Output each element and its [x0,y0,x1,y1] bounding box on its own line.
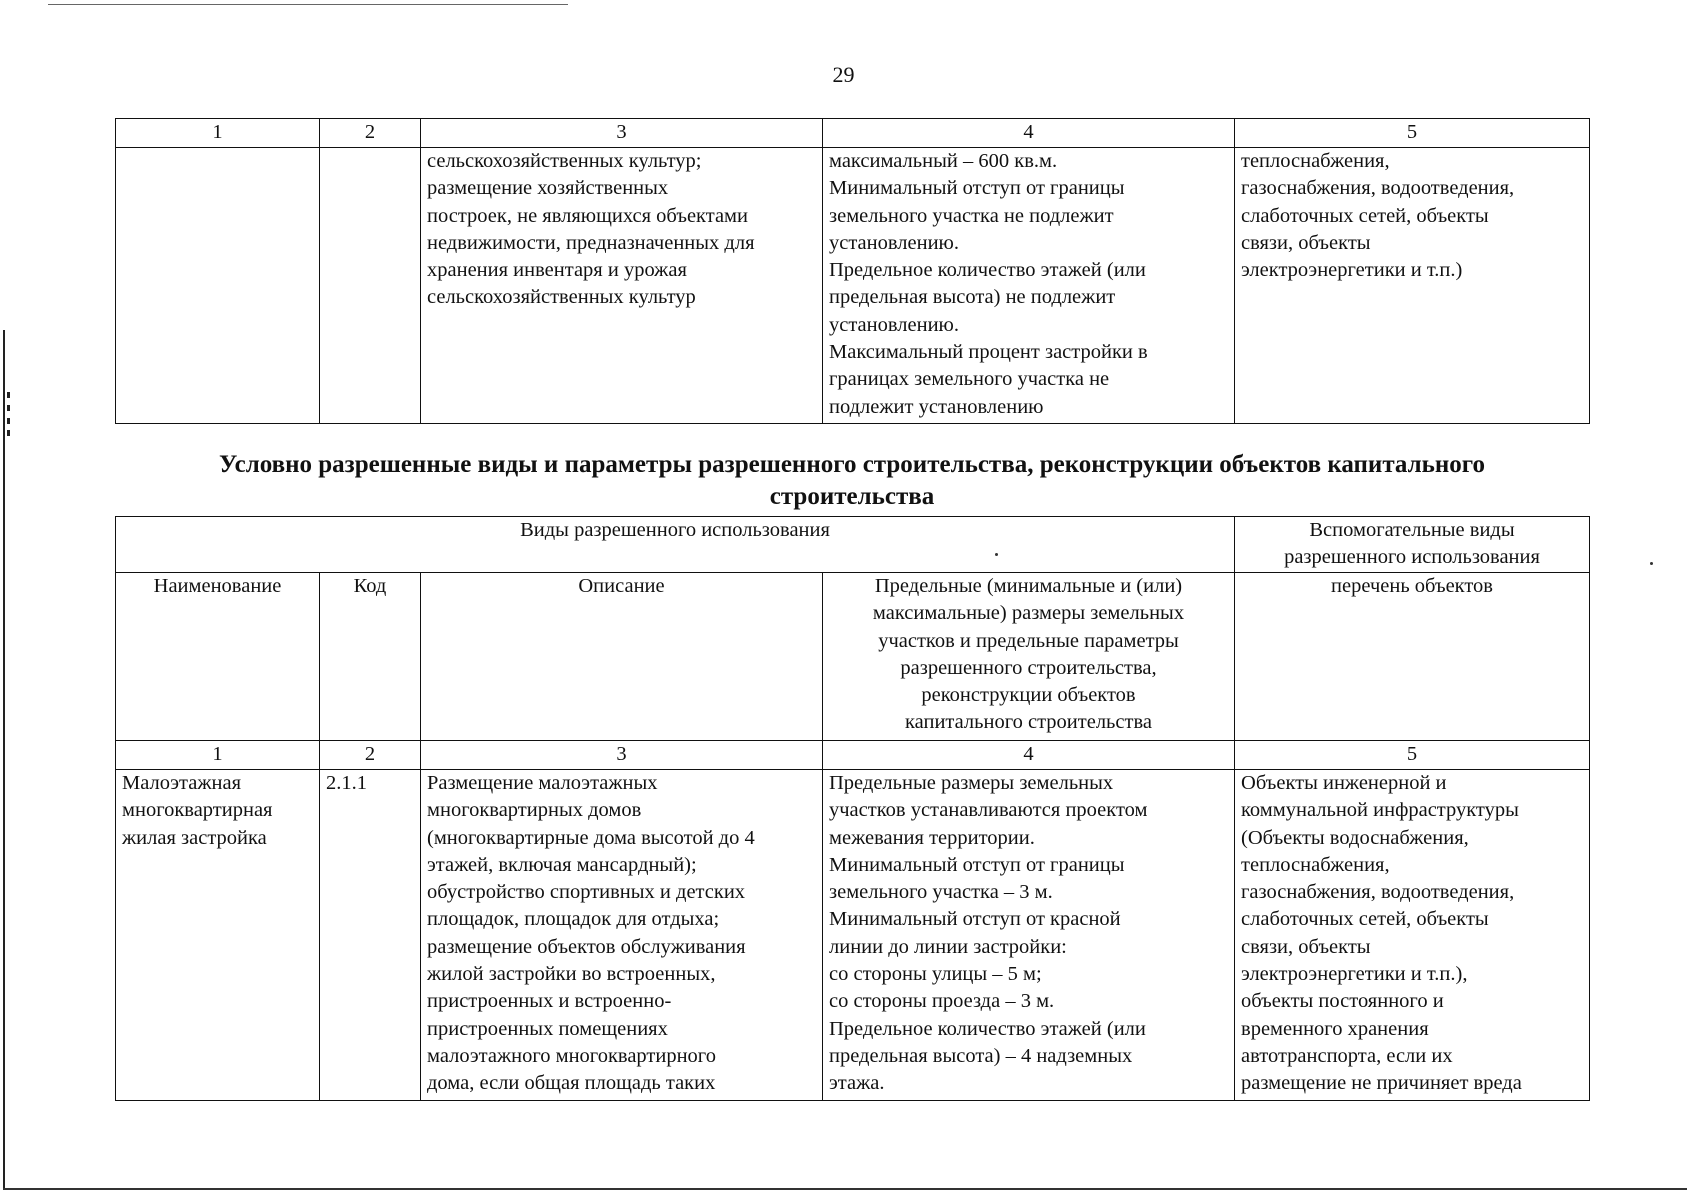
scan-mark [7,405,10,411]
cell-line: со стороны проезда – 3 м. [829,990,1055,1013]
cell-line: установлению. [829,313,959,336]
cell-line: построек, не являющихся объектами [427,204,748,227]
name-cell [116,148,320,424]
column-number-row [116,741,1590,770]
cell-line: линии до линии застройки: [829,935,1067,958]
cell-line: многоквартирных домов [427,799,642,822]
cell-line: Максимальный процент застройки в [829,341,1148,364]
cell-line: коммунальной инфраструктуры [1241,799,1519,822]
objects-cell [1235,148,1590,424]
cell-line: автотранспорта, если их [1241,1044,1453,1067]
column-number: 2 [320,119,421,148]
cell-line: участков и предельные параметры [878,629,1179,652]
cell-line: Минимальный отступ от границы [829,177,1125,200]
cell-line: газоснабжения, водоотведения, [1241,881,1515,904]
cell-line: площадок, площадок для отдыха; [427,908,720,931]
cell-line: предельная высота) не подлежит [829,286,1116,309]
cell-line: Минимальный отступ от границы [829,853,1125,876]
cell-line: слаботочных сетей, объекты [1241,908,1489,931]
cell-line: этажа. [829,1072,885,1095]
cell-line: максимальный – 600 кв.м. [829,150,1058,172]
cell-line: связи, объекты [1241,935,1371,958]
cell-line: жилая застройка [122,826,267,849]
cell-line: недвижимости, предназначенных для [427,231,755,254]
cell-line: дома, если общая площадь таких [427,1072,716,1095]
column-number: 3 [421,119,823,148]
cell-line: сельскохозяйственных культур; [427,150,702,172]
column-number: 5 [1235,741,1590,770]
cell-line: обустройство спортивных и детских [427,881,746,904]
cell-line: размещение хозяйственных [427,177,669,200]
cell-line: малоэтажного многоквартирного [427,1044,716,1067]
group-header-permitted-uses: Виды разрешенного использования [116,517,1235,573]
heading-line: Условно разрешенные виды и параметры разрешенного строительства, реконструкции объектов капитального [218,451,1486,478]
header-limits [823,573,1235,741]
cell-line: сельскохозяйственных культур [427,286,696,309]
cell-line: Малоэтажная [122,772,242,794]
cell-line: максимальные) размеры земельных [872,602,1185,625]
cell-line: электроэнергетики и т.п.) [1241,259,1463,282]
cell-line: Объекты инженерной и [1241,772,1447,794]
cell-line: (многоквартирные дома высотой до 4 [427,826,755,849]
cell-line: пристроенных и встроенно- [427,990,672,1013]
column-header-row [116,573,1590,741]
cell-line: капитального строительства [905,711,1152,734]
cell-line: разрешенного использования [1284,546,1540,569]
cell-line: слаботочных сетей, объекты [1241,204,1489,227]
cell-line: межевания территории. [829,826,1035,849]
cell-line: Предельные (минимальные и (или) [874,575,1183,597]
column-number: 2 [320,741,421,770]
limits-cell [823,148,1235,424]
cell-line: жилой застройки во встроенных, [427,963,716,986]
cell-line: установлению. [829,231,959,254]
column-number: 1 [116,741,320,770]
cell-line: предельная высота) – 4 надземных [829,1044,1133,1067]
cell-line: подлежит установлению [829,395,1044,418]
cell-line: электроэнергетики и т.п.), [1241,963,1468,986]
header-code: Код [320,573,421,741]
column-number-row [116,119,1590,148]
cell-line: хранения инвентаря и урожая [427,259,687,282]
cell-line: многоквартирная [122,799,273,822]
cell-line: Предельное количество этажей (или [829,259,1146,282]
name-cell [116,770,320,1101]
cell-line: газоснабжения, водоотведения, [1241,177,1515,200]
cell-line: границах земельного участка не [829,368,1110,391]
cell-line: участков устанавливаются проектом [829,799,1148,822]
scan-mark [7,392,10,398]
heading-line: строительства [769,483,935,510]
limits-cell [823,770,1235,1101]
cell-line: Размещение малоэтажных [427,772,658,794]
scan-speck [995,553,998,556]
cell-line: этажей, включая мансардный); [427,853,697,876]
header-objects: перечень объектов [1235,573,1590,741]
cell-line: Вспомогательные виды [1309,519,1515,541]
column-number: 4 [823,741,1235,770]
cell-line: размещение не причиняет вреда [1241,1072,1522,1095]
cell-line: реконструкции объектов [921,684,1136,707]
cell-line: теплоснабжения, [1241,853,1390,876]
cell-line: объекты постоянного и [1241,990,1444,1013]
cell-line: земельного участка не подлежит [829,204,1114,227]
scan-mark [7,418,10,424]
section-heading [115,449,1589,513]
scan-bottom-border [3,1188,1687,1190]
cell-line: со стороны улицы – 5 м; [829,963,1042,986]
scan-mark [7,430,10,436]
continued-table [115,118,1590,424]
objects-cell [1235,770,1590,1101]
code-cell: 2.1.1 [320,770,421,1101]
cell-line: Предельные размеры земельных [829,772,1114,794]
cell-line: временного хранения [1241,1017,1429,1040]
table-row [116,148,1590,424]
column-number: 4 [823,119,1235,148]
cell-line: (Объекты водоснабжения, [1241,826,1469,849]
conditional-uses-table [115,516,1590,1101]
cell-line: разрешенного строительства, [900,656,1157,679]
cell-line: Минимальный отступ от красной [829,908,1121,931]
column-number: 3 [421,741,823,770]
header-description: Описание [421,573,823,741]
description-cell [421,770,823,1101]
scan-speck [1650,562,1653,565]
cell-line: пристроенных помещениях [427,1017,668,1040]
group-header-row [116,517,1590,573]
header-name: Наименование [116,573,320,741]
cell-line: размещение объектов обслуживания [427,935,746,958]
code-cell [320,148,421,424]
cell-line: Предельное количество этажей (или [829,1017,1146,1040]
scan-top-rule [48,4,568,5]
description-cell [421,148,823,424]
group-header-auxiliary-uses [1235,517,1590,573]
page-number: 29 [832,62,855,87]
column-number: 1 [116,119,320,148]
cell-line: теплоснабжения, [1241,150,1390,172]
column-number: 5 [1235,119,1590,148]
cell-line: связи, объекты [1241,231,1371,254]
cell-line: земельного участка – 3 м. [829,881,1053,904]
table-row [116,770,1590,1101]
scan-left-border [3,330,5,1190]
